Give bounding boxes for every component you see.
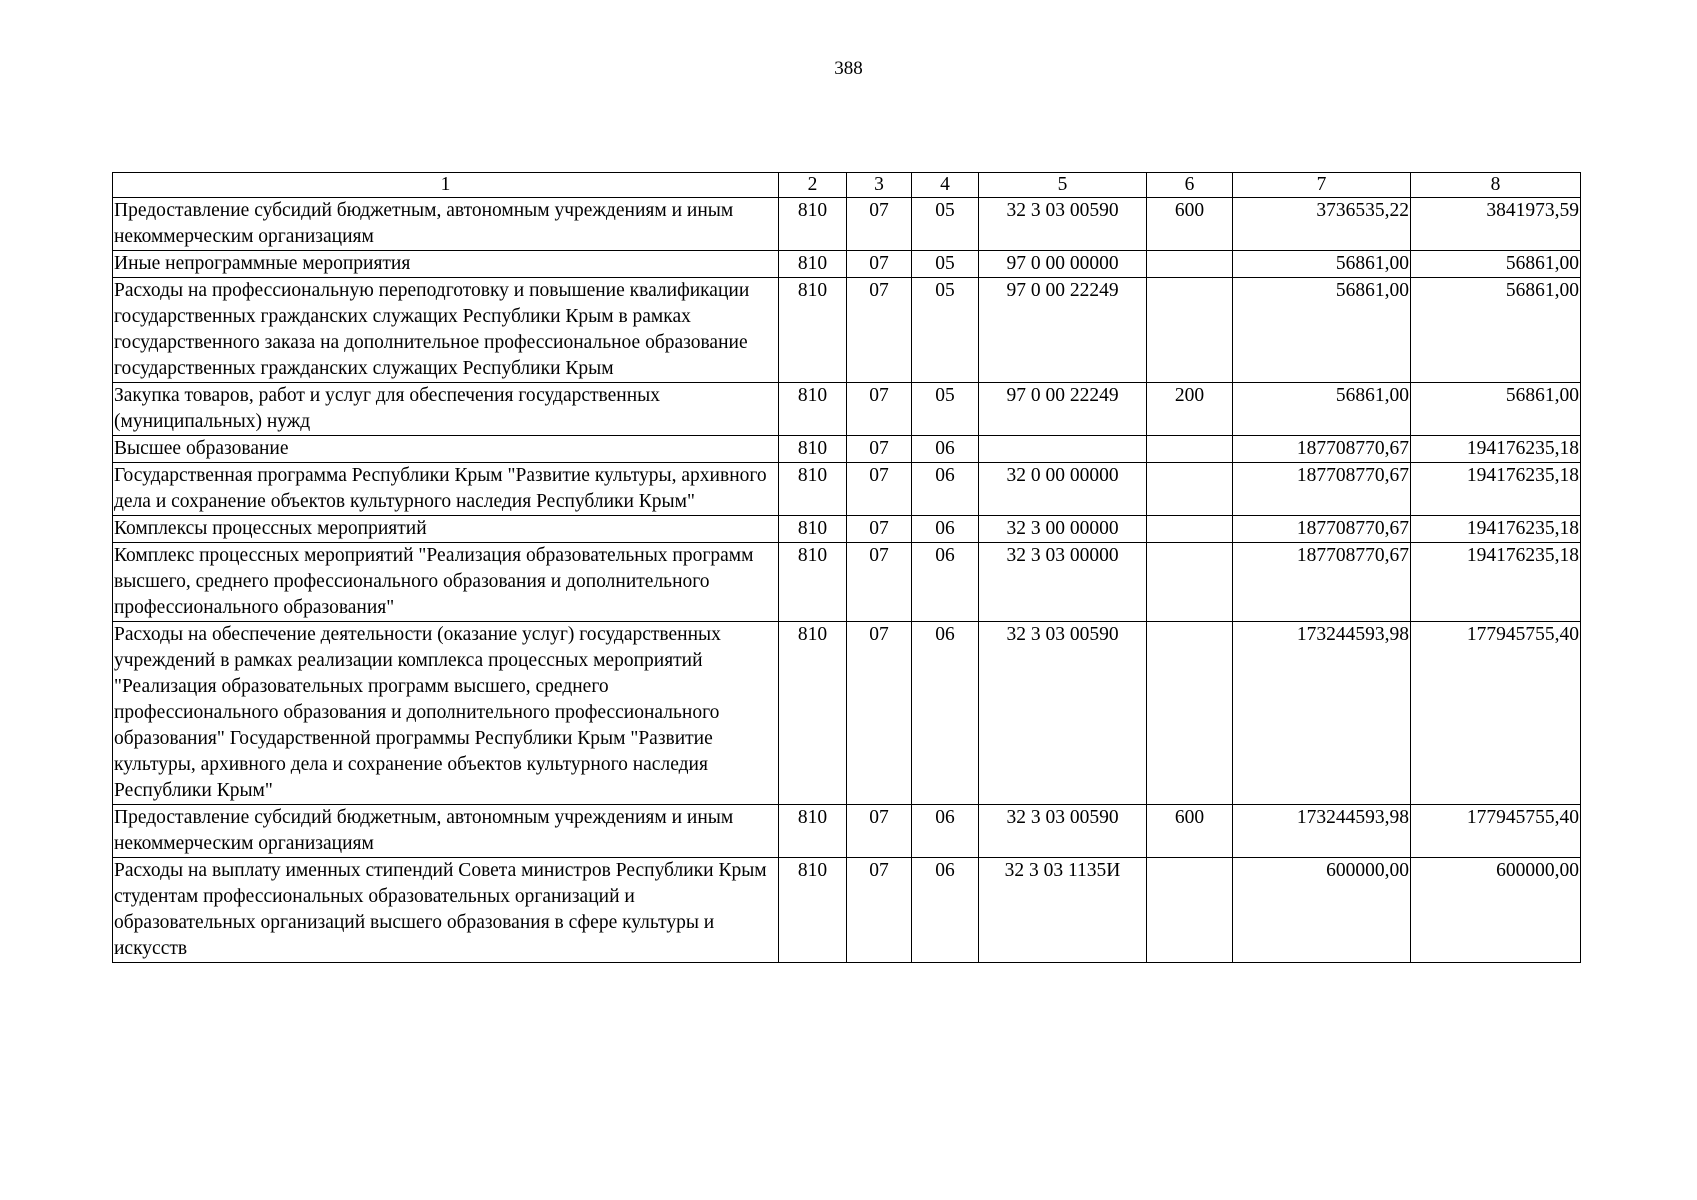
amount-year-1: 187708770,67: [1233, 516, 1411, 543]
ministry-code: 810: [779, 463, 847, 516]
row-description: Предоставление субсидий бюджетным, автономным учреждениям и иным некоммерческим организациям: [113, 198, 779, 251]
expense-type-code: [1147, 516, 1233, 543]
row-description: Закупка товаров, работ и услуг для обеспечения государственных (муниципальных) нужд: [113, 383, 779, 436]
amount-year-2: 56861,00: [1411, 383, 1581, 436]
target-article-code: 97 0 00 22249: [979, 383, 1147, 436]
amount-year-2: 56861,00: [1411, 251, 1581, 278]
amount-year-2: 194176235,18: [1411, 516, 1581, 543]
expense-type-code: [1147, 543, 1233, 622]
subsection-code: 05: [912, 198, 979, 251]
section-code: 07: [847, 858, 912, 963]
target-article-code: 32 3 03 00590: [979, 622, 1147, 805]
row-description: Расходы на профессиональную переподготовку и повышение квалификации государственных гражданских служащих Республики Крым в рамках государственного заказа на дополнительное профессиональное образование государственных гражданских служащих Республики Крым: [113, 278, 779, 383]
section-code: 07: [847, 251, 912, 278]
amount-year-2: 194176235,18: [1411, 463, 1581, 516]
page-number: 388: [834, 58, 863, 79]
row-description: Комплексы процессных мероприятий: [113, 516, 779, 543]
table-row: [113, 251, 1581, 278]
amount-year-1: 3736535,22: [1233, 198, 1411, 251]
ministry-code: 810: [779, 251, 847, 278]
subsection-code: 06: [912, 622, 979, 805]
subsection-code: 05: [912, 383, 979, 436]
target-article-code: 32 0 00 00000: [979, 463, 1147, 516]
target-article-code: 32 3 03 00000: [979, 543, 1147, 622]
expense-type-code: 600: [1147, 805, 1233, 858]
row-description: Расходы на обеспечение деятельности (оказание услуг) государственных учреждений в рамках реализации комплекса процессных мероприятий "Реализация образовательных программ высшего, среднего профессионального образования и дополнительного профессионального образования" Государственной программы Республики Крым "Развитие культуры, архивного дела и сохранение объектов культурного наследия Республики Крым": [113, 622, 779, 805]
subsection-code: 05: [912, 251, 979, 278]
target-article-code: 97 0 00 22249: [979, 278, 1147, 383]
table-row: [113, 463, 1581, 516]
target-article-code: 32 3 03 00590: [979, 805, 1147, 858]
header-cell: 1: [113, 173, 779, 198]
section-code: 07: [847, 622, 912, 805]
amount-year-1: 173244593,98: [1233, 622, 1411, 805]
ministry-code: 810: [779, 622, 847, 805]
ministry-code: 810: [779, 198, 847, 251]
expense-type-code: [1147, 278, 1233, 383]
table-row: [113, 858, 1581, 963]
section-code: 07: [847, 436, 912, 463]
section-code: 07: [847, 383, 912, 436]
amount-year-1: 56861,00: [1233, 251, 1411, 278]
subsection-code: 06: [912, 516, 979, 543]
target-article-code: 32 3 03 00590: [979, 198, 1147, 251]
section-code: 07: [847, 198, 912, 251]
row-description: Предоставление субсидий бюджетным, автономным учреждениям и иным некоммерческим организациям: [113, 805, 779, 858]
header-cell: 4: [912, 173, 979, 198]
amount-year-1: 187708770,67: [1233, 543, 1411, 622]
header-cell: 8: [1411, 173, 1581, 198]
amount-year-1: 187708770,67: [1233, 463, 1411, 516]
amount-year-2: 600000,00: [1411, 858, 1581, 963]
expense-type-code: [1147, 436, 1233, 463]
expense-type-code: 200: [1147, 383, 1233, 436]
header-cell: 3: [847, 173, 912, 198]
target-article-code: 32 3 03 1135И: [979, 858, 1147, 963]
ministry-code: 810: [779, 278, 847, 383]
ministry-code: 810: [779, 383, 847, 436]
row-description: Высшее образование: [113, 436, 779, 463]
target-article-code: 97 0 00 00000: [979, 251, 1147, 278]
amount-year-2: 177945755,40: [1411, 805, 1581, 858]
table-row: [113, 543, 1581, 622]
target-article-code: 32 3 00 00000: [979, 516, 1147, 543]
table-row: [113, 805, 1581, 858]
table-row: [113, 436, 1581, 463]
ministry-code: 810: [779, 436, 847, 463]
amount-year-2: 3841973,59: [1411, 198, 1581, 251]
expense-type-code: [1147, 463, 1233, 516]
header-cell: 5: [979, 173, 1147, 198]
subsection-code: 05: [912, 278, 979, 383]
expense-type-code: [1147, 251, 1233, 278]
section-code: 07: [847, 516, 912, 543]
table-row: [113, 622, 1581, 805]
subsection-code: 06: [912, 436, 979, 463]
header-cell: 2: [779, 173, 847, 198]
subsection-code: 06: [912, 543, 979, 622]
row-description: Государственная программа Республики Крым "Развитие культуры, архивного дела и сохранение объектов культурного наследия Республики Крым": [113, 463, 779, 516]
amount-year-2: 56861,00: [1411, 278, 1581, 383]
row-description: Расходы на выплату именных стипендий Совета министров Республики Крым студентам профессиональных образовательных организаций и образовательных организаций высшего образования в сфере культуры и искусств: [113, 858, 779, 963]
section-code: 07: [847, 543, 912, 622]
budget-table: [112, 172, 1581, 963]
section-code: 07: [847, 805, 912, 858]
amount-year-1: 600000,00: [1233, 858, 1411, 963]
subsection-code: 06: [912, 805, 979, 858]
ministry-code: 810: [779, 858, 847, 963]
expense-type-code: 600: [1147, 198, 1233, 251]
amount-year-2: 194176235,18: [1411, 543, 1581, 622]
subsection-code: 06: [912, 858, 979, 963]
table-row: [113, 278, 1581, 383]
amount-year-1: 173244593,98: [1233, 805, 1411, 858]
amount-year-2: 177945755,40: [1411, 622, 1581, 805]
table-row: [113, 516, 1581, 543]
expense-type-code: [1147, 858, 1233, 963]
section-code: 07: [847, 463, 912, 516]
amount-year-1: 187708770,67: [1233, 436, 1411, 463]
amount-year-1: 56861,00: [1233, 278, 1411, 383]
table-row: [113, 198, 1581, 251]
header-cell: 6: [1147, 173, 1233, 198]
subsection-code: 06: [912, 463, 979, 516]
header-row: [113, 173, 1581, 198]
amount-year-1: 56861,00: [1233, 383, 1411, 436]
amount-year-2: 194176235,18: [1411, 436, 1581, 463]
row-description: Комплекс процессных мероприятий "Реализация образовательных программ высшего, среднего профессионального образования и дополнительного профессионального образования": [113, 543, 779, 622]
ministry-code: 810: [779, 543, 847, 622]
target-article-code: [979, 436, 1147, 463]
expense-type-code: [1147, 622, 1233, 805]
section-code: 07: [847, 278, 912, 383]
ministry-code: 810: [779, 516, 847, 543]
header-cell: 7: [1233, 173, 1411, 198]
ministry-code: 810: [779, 805, 847, 858]
row-description: Иные непрограммные мероприятия: [113, 251, 779, 278]
table-row: [113, 383, 1581, 436]
